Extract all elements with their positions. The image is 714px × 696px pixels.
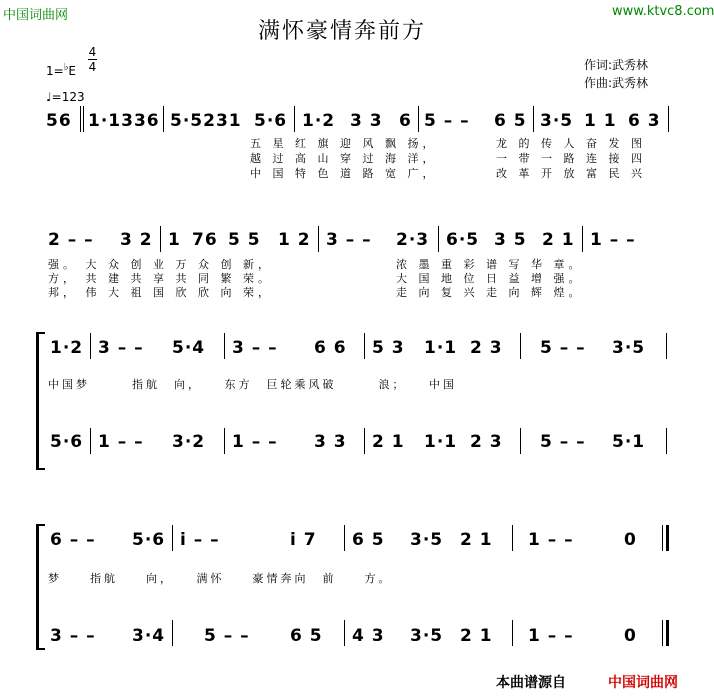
- key-signature: 1=♭E: [46, 62, 77, 78]
- barline: [160, 226, 161, 252]
- note-group: 2 – –: [48, 230, 94, 250]
- note-group: 3·5: [540, 111, 574, 131]
- note-group: 3 5: [494, 230, 527, 250]
- barline: [80, 106, 81, 132]
- note-group: 5 – –: [540, 432, 586, 452]
- note-group: 5·6: [50, 432, 84, 452]
- note-group: 2 1: [372, 432, 405, 452]
- note-group: 2·3: [396, 230, 430, 250]
- barline: [90, 428, 91, 454]
- note-group: 6 5: [494, 111, 527, 131]
- source-label: 本曲谱源自: [496, 675, 566, 691]
- note-group: 1 – –: [232, 432, 278, 452]
- lyric-verse-1b: 龙 的 传 人 奋 发 图: [496, 137, 646, 150]
- lyric-line: 梦 指航 向， 满怀 豪情奔向 前 方。: [48, 572, 393, 585]
- note-group: 5·1: [612, 432, 646, 452]
- note-group: 6 5: [352, 530, 385, 550]
- note-group: 1·1: [424, 432, 458, 452]
- repeat-barline: [662, 525, 663, 551]
- barline: [582, 226, 583, 252]
- note-group: 5·5231: [170, 111, 242, 131]
- tempo-marking: ♩=123: [46, 90, 85, 104]
- note-group: 5 3: [372, 338, 405, 358]
- note-group: 5 – –: [424, 111, 470, 131]
- note-group: 0: [624, 626, 637, 646]
- lyric-verse-1: 五 星 红 旗 迎 风 飘 扬，: [250, 137, 438, 150]
- barline: [163, 106, 164, 132]
- lyric-verse-3b: 改 革 开 放 富 民 兴: [496, 167, 646, 180]
- note-group: 1·1: [424, 338, 458, 358]
- barline: [224, 333, 225, 359]
- note-group: 1: [168, 230, 181, 250]
- note-group: 56: [46, 111, 72, 131]
- note-group: 3 2: [120, 230, 153, 250]
- note-group: 6: [399, 111, 412, 131]
- barline: [438, 226, 439, 252]
- lyric-verse-2: 方， 共 建 共 享 共 同 繁 荣。: [48, 272, 273, 285]
- note-group: 5·4: [172, 338, 206, 358]
- note-group: 1·2: [302, 111, 336, 131]
- system-bracket: [36, 524, 45, 650]
- repeat-barline: [666, 620, 669, 646]
- note-group: 2 1: [542, 230, 575, 250]
- barline: [512, 620, 513, 646]
- barline: [666, 333, 667, 359]
- lyric-verse-3: 邦， 伟 大 祖 国 欣 欣 向 荣，: [48, 286, 273, 299]
- note-group: 3·5: [612, 338, 646, 358]
- song-title: 满怀豪情奔前方: [258, 19, 427, 44]
- note-group: 3 – –: [326, 230, 372, 250]
- barline: [344, 620, 345, 646]
- repeat-barline: [666, 525, 669, 551]
- note-group: 3·4: [132, 626, 166, 646]
- barline: [90, 333, 91, 359]
- lyric-verse-2b: 一 带 一 路 连 接 四: [496, 152, 646, 165]
- barline: [418, 106, 419, 132]
- lyric-verse-2: 越 过 高 山 穿 过 海 洋，: [250, 152, 438, 165]
- note-group: 3·2: [172, 432, 206, 452]
- watermark-right: www.ktvc8.com: [612, 4, 714, 19]
- note-group: 1 – –: [528, 626, 574, 646]
- note-group: 6 5: [290, 626, 323, 646]
- note-group: 6·5: [446, 230, 480, 250]
- time-signature: 4 4: [88, 45, 97, 74]
- note-group: 76: [192, 230, 218, 250]
- barline: [520, 428, 521, 454]
- repeat-barline: [662, 620, 663, 646]
- barline: [172, 620, 173, 646]
- note-group: 1 1: [584, 111, 617, 131]
- note-group: i – –: [180, 530, 220, 550]
- note-group: 1 – –: [98, 432, 144, 452]
- note-group: 5 – –: [204, 626, 250, 646]
- lyric-verse-1b: 浓 墨 重 彩 谱 写 华 章。: [396, 258, 584, 271]
- composer-credit: 作曲:武秀林: [584, 76, 649, 90]
- barline: [344, 525, 345, 551]
- note-group: 1 – –: [528, 530, 574, 550]
- note-group: 2 3: [470, 338, 503, 358]
- note-group: 1 2: [278, 230, 311, 250]
- lyric-verse-2b: 大 国 地 位 日 益 增 强。: [396, 272, 584, 285]
- note-group: 3 3: [350, 111, 383, 131]
- barline: [533, 106, 534, 132]
- barline: [666, 428, 667, 454]
- barline: [224, 428, 225, 454]
- barline: [512, 525, 513, 551]
- note-group: 1·1336: [88, 111, 160, 131]
- note-group: 3·5: [410, 626, 444, 646]
- barline: [83, 106, 84, 132]
- note-group: 3 3: [314, 432, 347, 452]
- lyricist-credit: 作词:武秀林: [584, 58, 649, 72]
- note-group: 5 5: [228, 230, 261, 250]
- note-group: 5·6: [254, 111, 288, 131]
- barline: [364, 428, 365, 454]
- note-group: 6 6: [314, 338, 347, 358]
- barline: [172, 525, 173, 551]
- barline: [520, 333, 521, 359]
- note-group: 2 1: [460, 530, 493, 550]
- source-site-link[interactable]: 中国词曲网: [608, 675, 678, 691]
- lyric-line: 中国梦 指航 向， 东方 巨轮乘风破 浪； 中国: [48, 378, 457, 391]
- quarter-note-icon: ♩: [46, 90, 52, 104]
- lyric-verse-3b: 走 向 复 兴 走 向 辉 煌。: [396, 286, 584, 299]
- barline: [364, 333, 365, 359]
- barline: [294, 106, 295, 132]
- note-group: 3 – –: [50, 626, 96, 646]
- note-group: 6 – –: [50, 530, 96, 550]
- note-group: 1·2: [50, 338, 84, 358]
- lyric-verse-1: 强。 大 众 创 业 万 众 创 新，: [48, 258, 273, 271]
- note-group: 3 – –: [232, 338, 278, 358]
- note-group: 3 – –: [98, 338, 144, 358]
- note-group: 4 3: [352, 626, 385, 646]
- note-group: 5 – –: [540, 338, 586, 358]
- note-group: 6 3: [628, 111, 661, 131]
- note-group: 5·6: [132, 530, 166, 550]
- note-group: 2 1: [460, 626, 493, 646]
- note-group: 0: [624, 530, 637, 550]
- system-bracket: [36, 332, 45, 470]
- barline: [668, 106, 669, 132]
- note-group: 2 3: [470, 432, 503, 452]
- note-group: i 7: [290, 530, 317, 550]
- note-group: 1 – –: [590, 230, 636, 250]
- watermark-left: 中国词曲网: [3, 8, 69, 23]
- note-group: 3·5: [410, 530, 444, 550]
- barline: [318, 226, 319, 252]
- lyric-verse-3: 中 国 特 色 道 路 宽 广，: [250, 167, 438, 180]
